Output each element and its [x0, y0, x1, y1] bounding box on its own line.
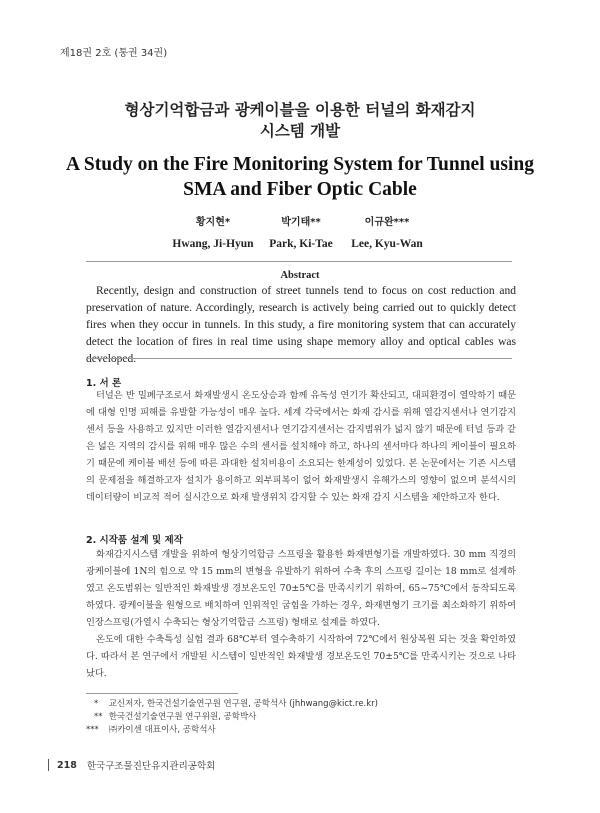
footnote-rule: [86, 693, 238, 694]
author-3: [327, 216, 447, 252]
author-2-english-name: Park, Ki-Tae: [269, 238, 333, 250]
section-2-paragraph-1: 화재감지시스템 개발을 위하여 형상기억합금 스프링을 활용한 화재변형기를 개발하였다. 30 mm 직경의 광케이블에 1N의 힘으로 약 15 mm의 변형을 유발하기 위하여 수축 후의 스프링 길이는 18 mm로 설계하였고 온도범위는 일반적인 화재발생 경보온도인 70±5℃를 만족시키기 위하여, 65~75℃에서 동작되도록 하였다. 광케이블을 원형으로 배치하여 인위적인 굽힘을 가하는 경우, 화재변형기 크기를 최소화하기 위하여 인장스프링(가열시 수축되는 형상기억합금 스프링) 형태로 설계를 하였다.: [86, 549, 516, 628]
page-footer: [48, 758, 215, 772]
footnotes: [86, 698, 516, 737]
footnote-3: [86, 724, 516, 737]
section-2-body: [86, 546, 516, 682]
footnote-2-mark: **: [94, 712, 103, 722]
abstract-body: [86, 283, 516, 368]
english-title-line-1: A Study on the Fire Monitoring System for Tunnel using: [66, 154, 534, 175]
section-1-body: [86, 387, 516, 506]
author-3-english-name: Lee, Kyu-Wan: [351, 238, 423, 250]
author-2-korean-name: 박기태**: [281, 217, 321, 228]
footnote-1-text: 교신저자, 한국건설기술연구원 연구원, 공학석사 (jhhwang@kict.re.kr): [108, 699, 378, 709]
abstract-heading: Abstract: [280, 270, 320, 281]
footnote-3-text: ㈜카이센 대표이사, 공학석사: [108, 725, 216, 735]
section-2-paragraph-2: 온도에 대한 수축특성 실험 결과 68℃부터 열수축하기 시작하여 72℃에서 원상복원 되는 것을 확인하였다. 따라서 본 연구에서 개발된 시스템이 일반적인 화재발생 경보온도인 70±5℃를 만족시키는 것으로 나타났다.: [86, 634, 516, 679]
footnote-1-mark: *: [94, 699, 99, 709]
author-1-korean-name: 황지현*: [195, 217, 231, 228]
english-title-line-2: SMA and Fiber Optic Cable: [183, 179, 417, 200]
footer-bar: [48, 759, 49, 771]
footnote-2: [86, 711, 516, 724]
footnote-2-text: 한국건설기술연구원 연구위원, 공학박사: [108, 712, 257, 722]
section-2-heading: 2. 시작품 설계 및 제작: [86, 535, 183, 546]
korean-title-line-2: 시스템 개발: [259, 122, 341, 140]
page-number: 218: [57, 759, 77, 771]
abstract-text: Recently, design and construction of street tunnels tend to focus on cost reduction and preservation of nature. Accordingly, research is actively being carried out to quickly detect fires when they occur in tunnels. In this study, a fire monitoring system that can accurately detect the location of fires in real time using shape memory alloy and optical cables was developed.: [86, 285, 516, 365]
korean-title-line-1: 형상기억합금과 광케이블을 이용한 터널의 화재감지: [124, 101, 476, 119]
abstract-bottom-rule: [86, 358, 512, 359]
section-1-heading: 1. 서 론: [86, 378, 122, 389]
author-3-korean-name: 이규완***: [364, 217, 410, 228]
abstract-top-rule: [86, 261, 512, 262]
journal-name: 한국구조물진단유지관리공학회: [86, 761, 216, 772]
section-1-paragraph-1: 터널은 반 밀폐구조로서 화재발생시 온도상승과 함께 유독성 연기가 확산되고, 대피환경이 열악하기 때문에 대형 인명 피해를 유발할 가능성이 매우 높다. 세계 각국에서는 화재 감시를 위해 열감지센서나 연기감지센서 등을 사용하고 있지만 이러한 열감지센서나 연기감지센서는 감지범위가 넓지 않기 때문에 터널 등과 같은 넓은 지역의 감시를 위해 매우 많은 수의 센서를 설치해야 하고, 하나의 센서마다 하나의 케이블이 필요하기 때문에 케이블 배선 등에 따른 과대한 설치비용이 소요되는 한계성이 있었다. 본 논문에서는 기존 시스템의 문제점을 해결하고자 설치가 용이하고 외부피복이 없어 화재발생시 유해가스의 영향이 없으며 분석시의 데이터량이 비교적 적어 실시간으로 화재 발생위치 감지할 수 있는 화재 감지 시스템을 제안하고자 한다.: [86, 390, 516, 503]
footnote-1: [86, 698, 516, 711]
issue-label: 제18권 2호 (통권 34권): [60, 48, 168, 59]
author-1-english-name: Hwang, Ji-Hyun: [172, 238, 254, 250]
footnote-3-mark: ***: [86, 725, 99, 735]
